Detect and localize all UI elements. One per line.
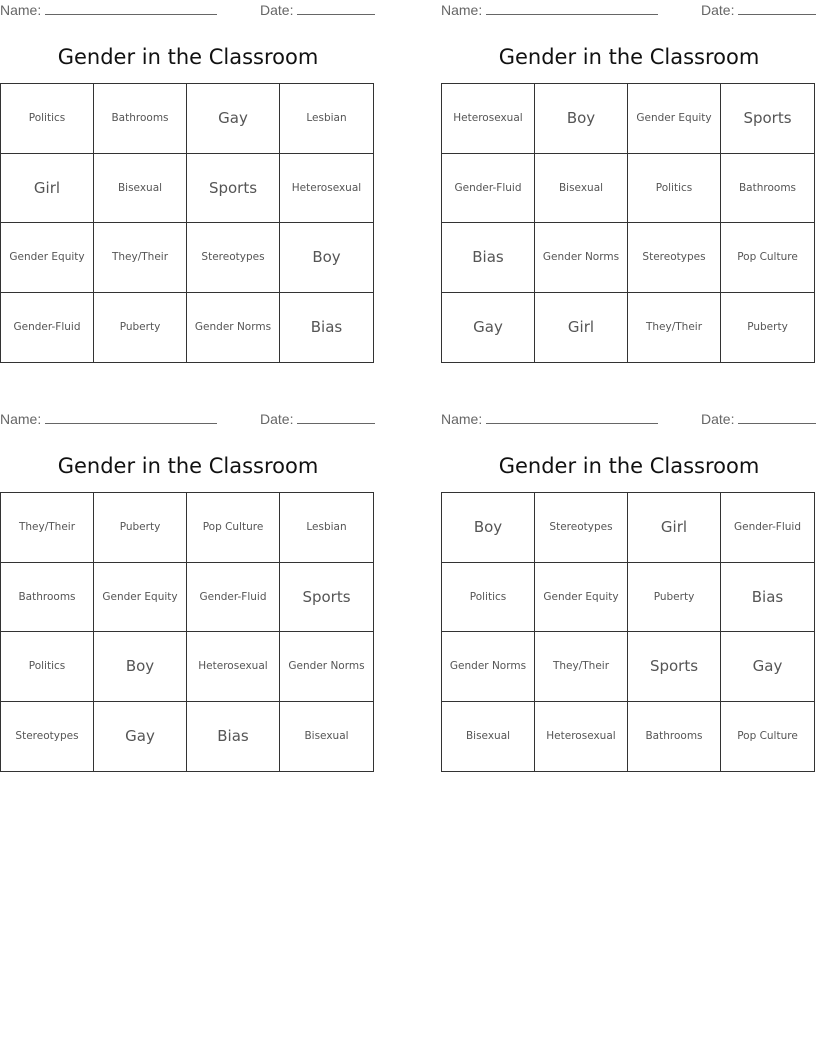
bingo-cell[interactable]: Puberty	[94, 293, 187, 363]
bingo-cell[interactable]: Gender Norms	[442, 632, 535, 702]
bingo-cell[interactable]: Boy	[535, 84, 628, 154]
name-field[interactable]	[0, 0, 217, 20]
bingo-cell[interactable]: Puberty	[628, 563, 721, 633]
bingo-cell[interactable]: They/Their	[628, 293, 721, 363]
bingo-cell[interactable]: Bisexual	[304, 730, 349, 743]
bingo-cell[interactable]: Bathrooms	[94, 84, 187, 154]
bingo-cell[interactable]: Puberty	[94, 493, 187, 563]
name-blank-line[interactable]	[486, 409, 658, 424]
bingo-cell[interactable]: Heterosexual	[280, 154, 373, 224]
date-label: Date:	[260, 411, 294, 427]
date-label: Date:	[701, 2, 735, 18]
name-blank-line[interactable]	[486, 0, 658, 15]
bingo-cell[interactable]: Bias	[721, 563, 814, 633]
bingo-cell[interactable]: They/Their	[1, 493, 94, 563]
bingo-cell[interactable]: Politics	[1, 84, 94, 154]
header-row	[441, 0, 816, 20]
bingo-cell[interactable]: Bisexual	[535, 154, 628, 224]
bingo-card-1	[0, 0, 376, 337]
bingo-cell[interactable]: Pop Culture	[737, 730, 798, 743]
bingo-cell[interactable]: They/Their	[535, 632, 628, 702]
bingo-cell[interactable]: Bisexual	[94, 154, 187, 224]
bingo-cell[interactable]: Heterosexual	[442, 84, 535, 154]
bingo-cell[interactable]: Bisexual	[442, 702, 535, 772]
name-blank-line[interactable]	[45, 409, 217, 424]
bingo-cell[interactable]: Girl	[628, 493, 721, 563]
bingo-cell[interactable]: Boy	[442, 493, 535, 563]
bingo-grid	[0, 83, 374, 363]
bingo-cell[interactable]: Girl	[1, 154, 94, 224]
bingo-cell[interactable]: Bathrooms	[628, 702, 721, 772]
bingo-card-4	[441, 409, 816, 743]
bingo-cell[interactable]: They/Their	[94, 223, 187, 293]
card-title: Gender in the Classroom	[57, 45, 319, 69]
bingo-cell[interactable]: Stereotypes	[187, 223, 280, 293]
bingo-cell[interactable]: Politics	[1, 632, 94, 702]
name-blank-line[interactable]	[45, 0, 217, 15]
bingo-cell[interactable]: Sports	[628, 632, 721, 702]
date-field[interactable]	[701, 409, 816, 429]
header-row	[0, 0, 376, 20]
bingo-cell[interactable]: Bias	[442, 223, 535, 293]
name-field[interactable]	[441, 409, 658, 429]
bingo-cell[interactable]: Gender Norms	[280, 632, 373, 702]
card-title: Gender in the Classroom	[498, 454, 760, 478]
bingo-grid	[0, 492, 374, 772]
date-label: Date:	[260, 2, 294, 18]
bingo-cell[interactable]: Bathrooms	[721, 154, 814, 224]
bingo-cell[interactable]: Lesbian	[280, 84, 373, 154]
bingo-cell[interactable]: Gay	[94, 702, 187, 772]
bingo-cell[interactable]: Boy	[280, 223, 373, 293]
card-title: Gender in the Classroom	[498, 45, 760, 69]
name-field[interactable]	[441, 0, 658, 20]
bingo-cell[interactable]: Stereotypes	[535, 493, 628, 563]
bingo-cell[interactable]: Stereotypes	[1, 702, 94, 772]
bingo-grid	[441, 83, 815, 363]
bingo-cell[interactable]: Bias	[310, 318, 343, 337]
date-field[interactable]	[260, 409, 375, 429]
bingo-cell[interactable]: Sports	[721, 84, 814, 154]
card-title: Gender in the Classroom	[57, 454, 319, 478]
name-label: Name:	[441, 2, 483, 18]
header-row	[441, 409, 816, 429]
bingo-cell[interactable]: Politics	[442, 563, 535, 633]
date-blank-line[interactable]	[738, 0, 816, 15]
bingo-grid	[441, 492, 815, 772]
bingo-cell[interactable]: Gender Norms	[187, 293, 280, 363]
date-label: Date:	[701, 411, 735, 427]
date-blank-line[interactable]	[297, 409, 375, 424]
bingo-cell[interactable]: Sports	[187, 154, 280, 224]
name-field[interactable]	[0, 409, 217, 429]
bingo-cell[interactable]: Boy	[94, 632, 187, 702]
bingo-cell[interactable]: Gender Norms	[535, 223, 628, 293]
bingo-cell[interactable]: Lesbian	[280, 493, 373, 563]
bingo-cell[interactable]: Gay	[187, 84, 280, 154]
bingo-cell[interactable]: Gay	[442, 293, 535, 363]
name-label: Name:	[441, 411, 483, 427]
bingo-cell[interactable]: Heterosexual	[535, 702, 628, 772]
date-field[interactable]	[701, 0, 816, 20]
bingo-cell[interactable]: Girl	[535, 293, 628, 363]
bingo-cell[interactable]: Sports	[280, 563, 373, 633]
bingo-card-3	[0, 409, 376, 746]
bingo-cell[interactable]: Gender-Fluid	[1, 293, 94, 363]
bingo-cell[interactable]: Gender-Fluid	[442, 154, 535, 224]
bingo-cell[interactable]: Gay	[721, 632, 814, 702]
bingo-card-2	[441, 0, 816, 337]
name-label: Name:	[0, 411, 42, 427]
bingo-cell[interactable]: Puberty	[747, 321, 788, 334]
header-row	[0, 409, 376, 429]
date-field[interactable]	[260, 0, 375, 20]
date-blank-line[interactable]	[297, 0, 375, 15]
bingo-cell[interactable]: Bathrooms	[1, 563, 94, 633]
bingo-cell[interactable]: Stereotypes	[628, 223, 721, 293]
bingo-cell[interactable]: Gender Equity	[94, 563, 187, 633]
bingo-cell[interactable]: Bias	[187, 702, 280, 772]
bingo-cell[interactable]: Gender-Fluid	[187, 563, 280, 633]
bingo-cell[interactable]: Heterosexual	[187, 632, 280, 702]
date-blank-line[interactable]	[738, 409, 816, 424]
bingo-cell[interactable]: Gender-Fluid	[721, 493, 814, 563]
bingo-cell[interactable]: Pop Culture	[721, 223, 814, 293]
bingo-cell[interactable]: Pop Culture	[187, 493, 280, 563]
name-label: Name:	[0, 2, 42, 18]
bingo-cell[interactable]: Politics	[628, 154, 721, 224]
bingo-cell[interactable]: Gender Equity	[628, 84, 721, 154]
bingo-cell[interactable]: Gender Equity	[535, 563, 628, 633]
bingo-cell[interactable]: Gender Equity	[1, 223, 94, 293]
